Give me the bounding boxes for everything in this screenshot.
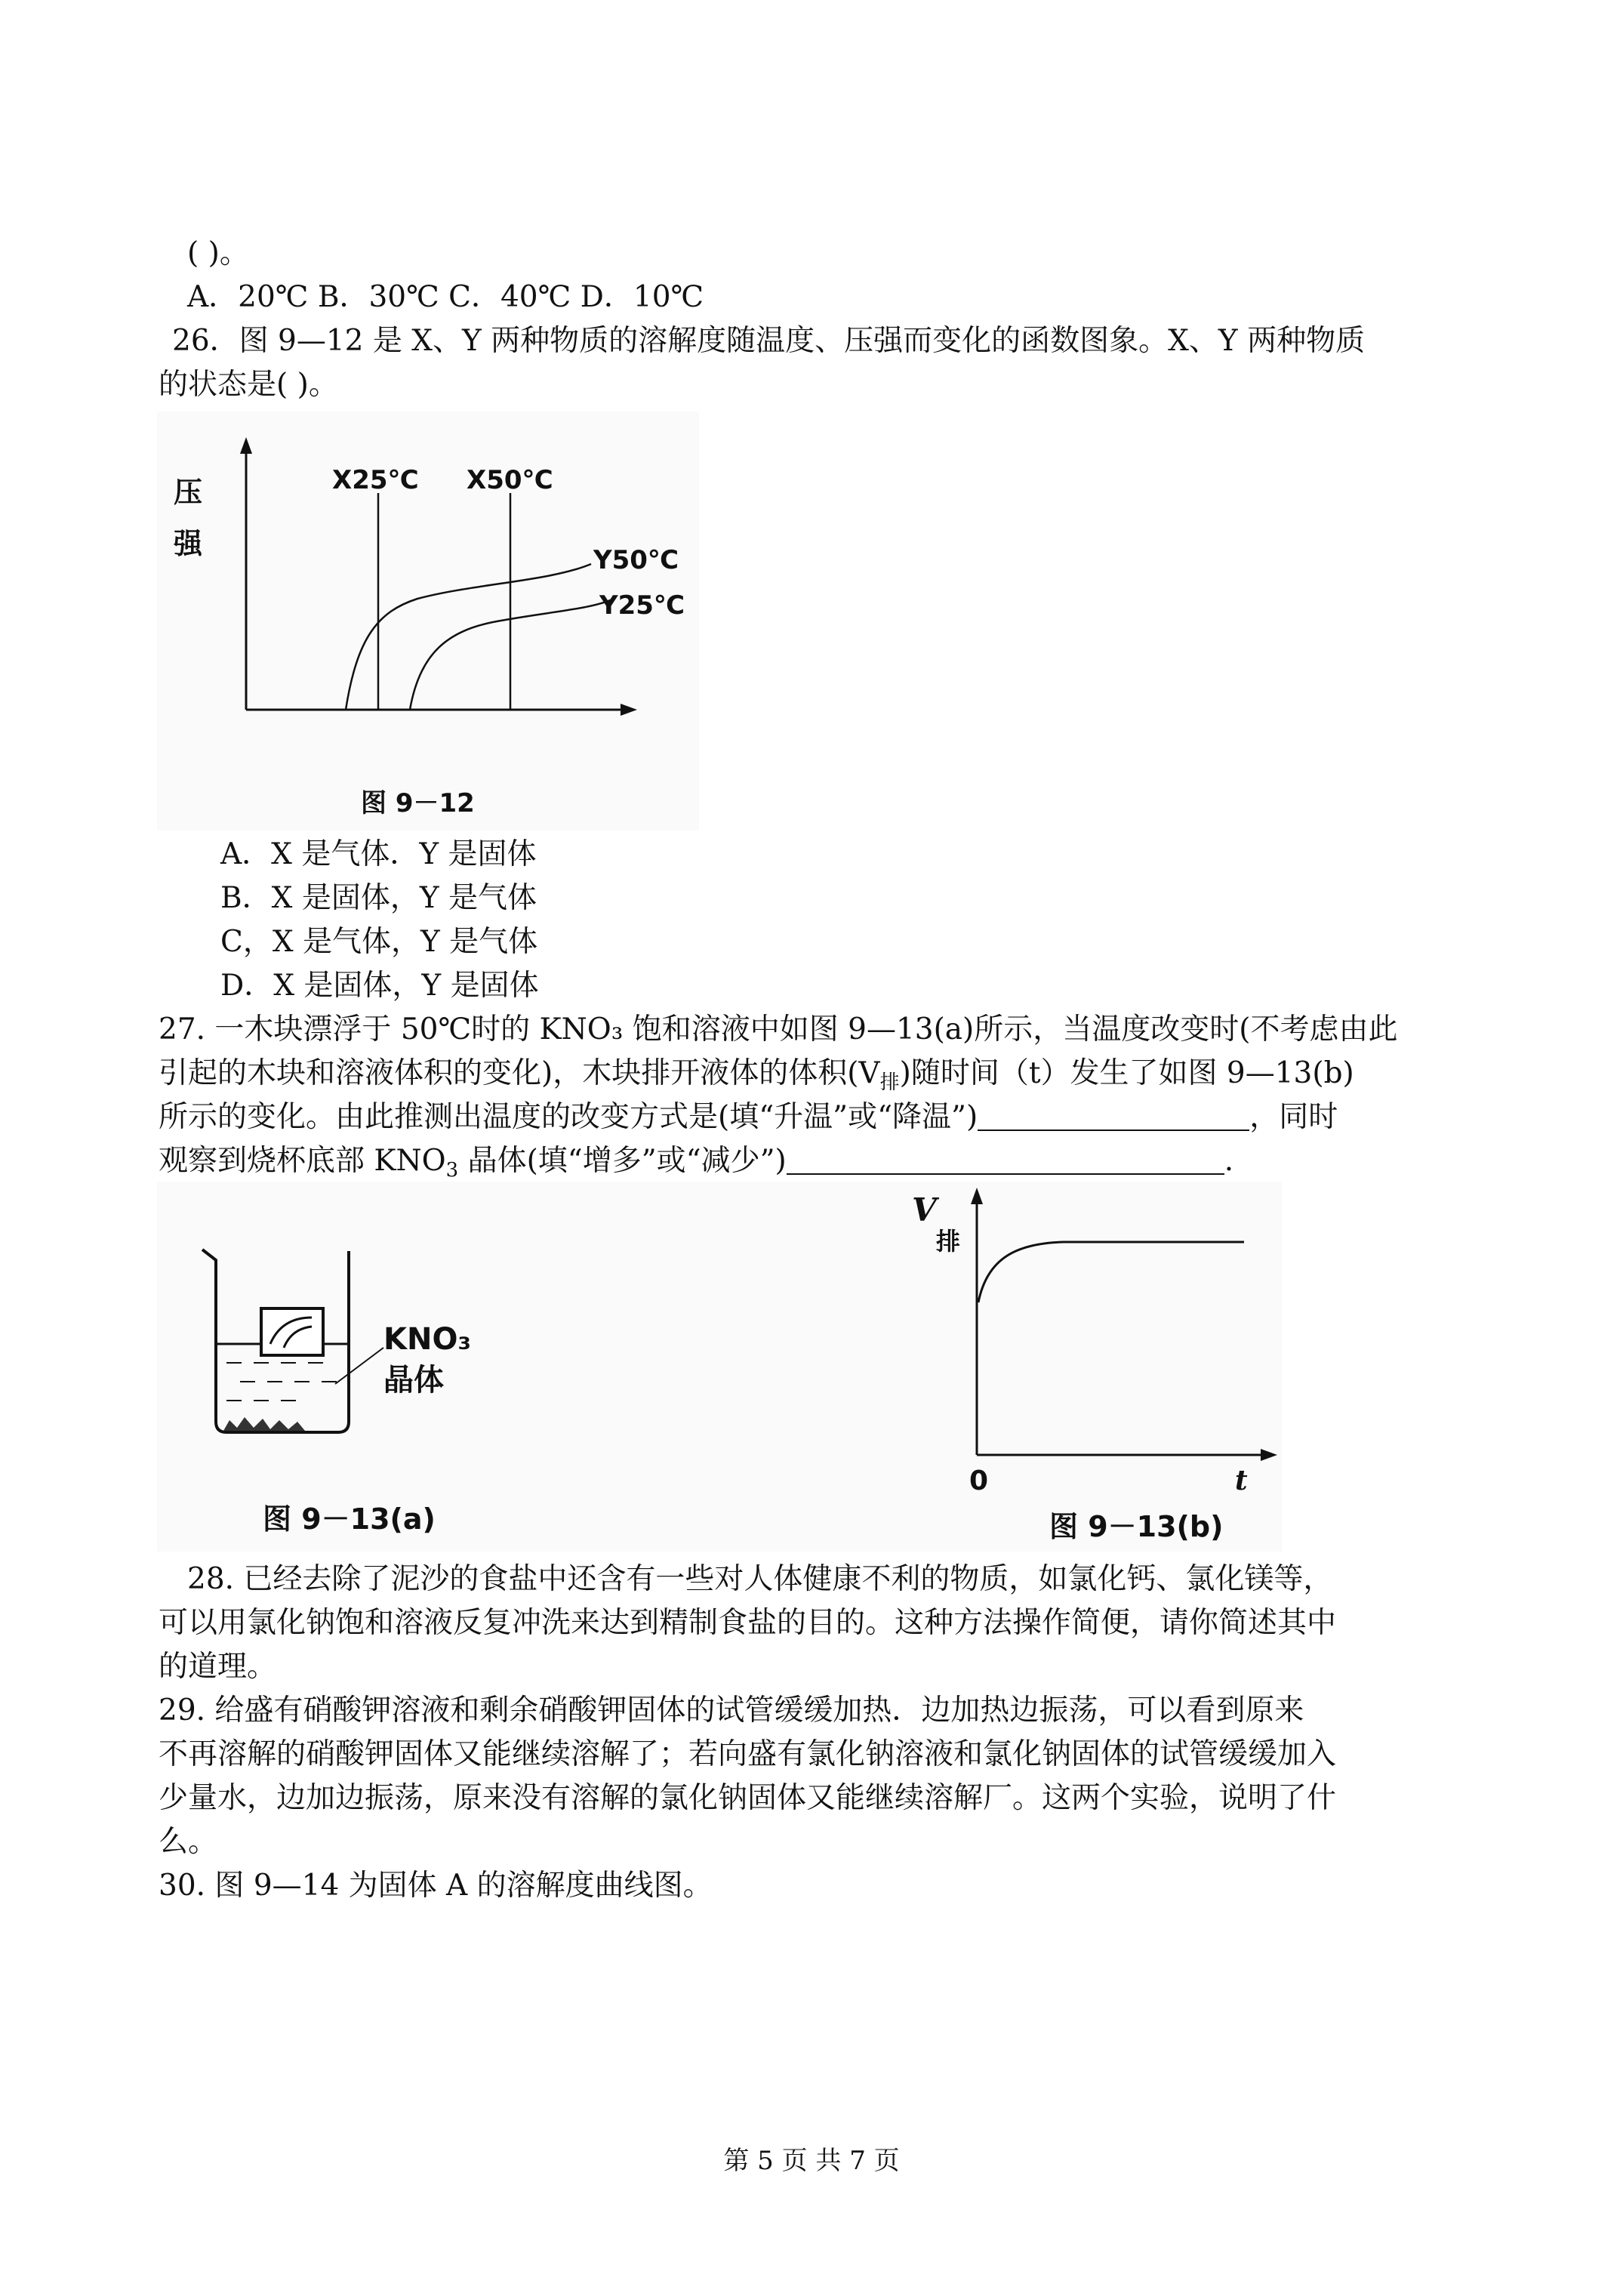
figure-9-13a-svg <box>157 1182 836 1552</box>
q27-line4-a: 观察到烧杯底部 KNO <box>159 1144 446 1178</box>
y-axis-arrow <box>240 437 252 454</box>
figure-9-13b <box>836 1182 1282 1552</box>
v-axis-sub: 排 <box>936 1227 961 1256</box>
q27-line2-a: 引起的木块和溶液体积的变化)，木块排开液体的体积(V <box>159 1056 880 1090</box>
q29-line1: 29. 给盛有硝酸钾溶液和剩余硝酸钾固体的试管缓缓加热．边加热边振荡，可以看到原来 <box>159 1693 1304 1727</box>
answer-blank-crystal[interactable] <box>787 1143 1224 1175</box>
figure-9-12 <box>157 411 699 831</box>
crystal-pile <box>223 1417 305 1431</box>
origin-label: 0 <box>969 1465 989 1496</box>
t-axis-arrow <box>1261 1449 1277 1461</box>
q28-line3: 的道理。 <box>159 1650 277 1684</box>
figure-ylabel-2: 强 <box>174 527 203 560</box>
figure-caption: 图 9－12 <box>361 788 475 818</box>
label-pointer <box>335 1348 383 1384</box>
q27-line4-b: 晶体(填“增多”或“减少”) <box>458 1144 787 1178</box>
answer-blank-temperature[interactable] <box>978 1099 1249 1131</box>
kno3-label: KNO₃ <box>383 1322 471 1357</box>
q26-stem-line2: 的状态是( )。 <box>159 368 338 402</box>
figure-ylabel-1: 压 <box>174 476 203 509</box>
q26-option-a: A．X 是气体．Y 是固体 <box>220 837 537 871</box>
v-axis-arrow <box>971 1188 983 1204</box>
y25-label: Y25℃ <box>599 590 685 621</box>
q27-stem-line1: 27. 一木块漂浮于 50℃时的 KNO₃ 饱和溶液中如图 9—13(a)所示，当温度改变时(不考虑由此 <box>159 1012 1398 1046</box>
y50-curve <box>346 564 591 710</box>
figure-a-caption: 图 9－13(a) <box>263 1502 436 1536</box>
q29-line2: 不再溶解的硝酸钾固体又能继续溶解了；若向盛有氯化钠溶液和氯化钠固体的试管缓缓加入 <box>159 1737 1337 1771</box>
wooden-block <box>261 1308 323 1355</box>
y50-label: Y50℃ <box>593 545 679 575</box>
q27-line2-b: )随时间（t）发生了如图 9—13(b) <box>899 1056 1354 1090</box>
q28-line1: 28. 已经去除了泥沙的食盐中还含有一些对人体健康不利的物质，如氯化钙、氯化镁等， <box>187 1562 1333 1596</box>
y25-curve <box>410 599 614 710</box>
v-axis-label: V <box>912 1191 937 1228</box>
q27-line4-c: . <box>1224 1144 1234 1178</box>
q25-stem-tail: ( )。 <box>187 236 249 270</box>
q28-line2: 可以用氯化钠饱和溶液反复冲洗来达到精制食盐的目的。这种方法操作简便，请你简述其中 <box>159 1606 1337 1640</box>
volume-curve <box>978 1242 1244 1302</box>
q30-line1: 30. 图 9—14 为固体 A 的溶解度曲线图。 <box>159 1869 713 1903</box>
figure-9-13a <box>157 1182 836 1552</box>
liquid-dashes <box>226 1363 337 1401</box>
t-axis-label: t <box>1235 1465 1248 1496</box>
q27-stem-line3 <box>159 1096 1338 1139</box>
figure-b-caption: 图 9－13(b) <box>1049 1510 1224 1543</box>
q26-option-b: B．X 是固体，Y 是气体 <box>220 881 537 915</box>
x25-label: X25℃ <box>332 465 419 495</box>
x50-label: X50℃ <box>467 465 553 495</box>
figure-9-12-svg <box>157 411 699 831</box>
q27-line4-sub: 3 <box>445 1159 459 1182</box>
q25-options: A．20℃ B．30℃ C．40℃ D．10℃ <box>187 280 704 314</box>
x-axis-arrow <box>621 704 637 716</box>
q26-option-d: D．X 是固体，Y 是固体 <box>220 969 539 1003</box>
figure-9-13b-svg <box>836 1182 1282 1552</box>
q26-stem-line1: 26．图 9—12 是 X、Y 两种物质的溶解度随温度、压强而变化的函数图象。X、Y 两种物质 <box>172 324 1366 358</box>
q29-line4: 么。 <box>159 1825 218 1859</box>
q29-line3: 少量水，边加边振荡，原来没有溶解的氯化钠固体又能继续溶解厂。这两个实验，说明了什 <box>159 1781 1337 1815</box>
crystal-label: 晶体 <box>383 1363 444 1398</box>
page-footer: 第 5 页 共 7 页 <box>723 2146 900 2176</box>
q27-line3-a: 所示的变化。由此推测出温度的改变方式是(填“升温”或“降温”) <box>159 1100 978 1134</box>
q26-option-c: C，X 是气体，Y 是气体 <box>220 925 538 959</box>
q27-line3-b: ，同时 <box>1249 1100 1338 1134</box>
q27-line2-sub: 排 <box>879 1071 900 1094</box>
